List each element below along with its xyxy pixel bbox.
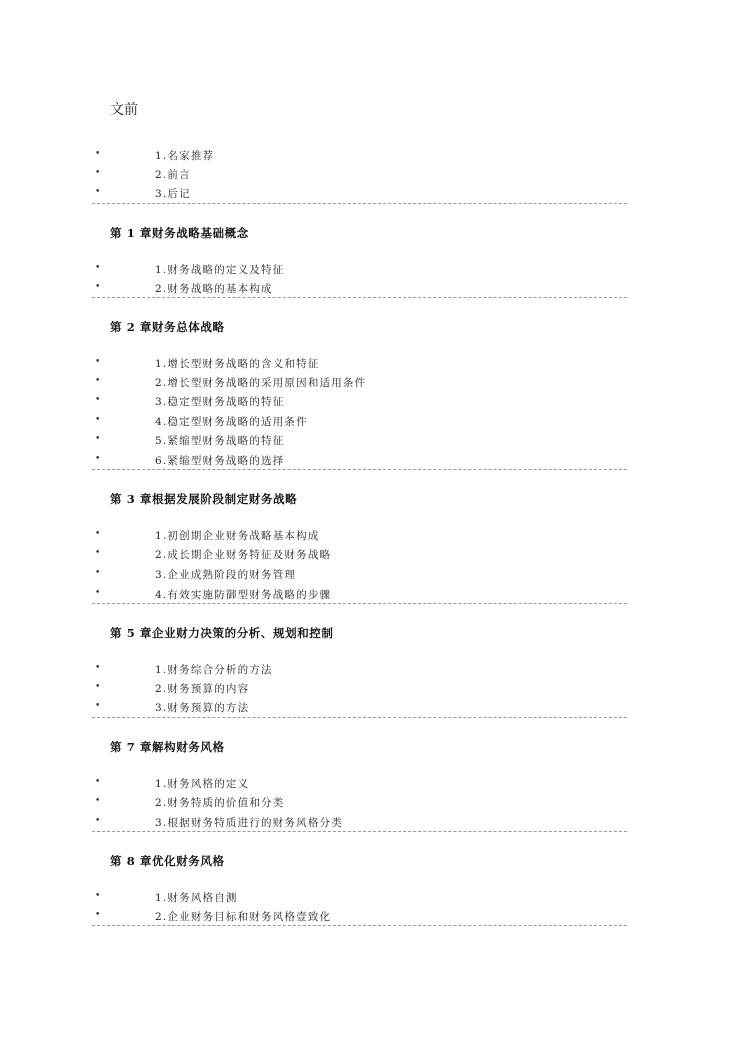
toc-item-label: 1.财务风格自测: [155, 892, 238, 904]
bullet-icon: •: [95, 149, 101, 159]
toc-item[interactable]: [0, 262, 744, 280]
toc-item[interactable]: [0, 547, 744, 565]
section-divider: [92, 469, 627, 470]
toc-item[interactable]: [0, 433, 744, 451]
bullet-icon: •: [95, 357, 101, 367]
toc-item-label: 3.企业成熟阶段的财务管理: [155, 569, 297, 581]
bullet-icon: •: [95, 529, 101, 539]
bullet-icon: •: [95, 568, 101, 578]
bullet-icon: •: [95, 910, 101, 920]
bullet-icon: •: [95, 282, 101, 292]
toc-item-label: 3.根据财务特质进行的财务风格分类: [155, 817, 343, 829]
bullet-icon: •: [95, 588, 101, 598]
toc-item[interactable]: [0, 662, 744, 680]
bullet-icon: •: [95, 376, 101, 386]
bullet-icon: •: [95, 891, 101, 901]
toc-item-label: 4.有效实施防御型财务战略的步骤: [155, 589, 332, 601]
toc-item-label: 2.财务预算的内容: [155, 683, 250, 695]
bullet-icon: •: [95, 701, 101, 711]
toc-item[interactable]: [0, 186, 744, 204]
toc-item[interactable]: [0, 681, 744, 699]
toc-item[interactable]: [0, 375, 744, 393]
toc-item-label: 3.稳定型财务战略的特征: [155, 396, 285, 408]
toc-item-label: 2.财务战略的基本构成: [155, 283, 273, 295]
toc-item[interactable]: [0, 167, 744, 185]
section-divider: [92, 831, 627, 832]
toc-item[interactable]: [0, 795, 744, 813]
toc-item[interactable]: [0, 414, 744, 432]
toc-item-label: 5.紧缩型财务战略的特征: [155, 435, 285, 447]
toc-item[interactable]: [0, 394, 744, 412]
bullet-icon: •: [95, 395, 101, 405]
toc-item-label: 2.成长期企业财务特征及财务战略: [155, 549, 332, 561]
chapter-title[interactable]: 第 2 章财务总体战略: [110, 320, 225, 334]
toc-item[interactable]: [0, 356, 744, 374]
toc-item[interactable]: [0, 567, 744, 585]
chapter-title[interactable]: 第 7 章解构财务风格: [110, 740, 225, 754]
section-divider: [92, 925, 627, 926]
bullet-icon: •: [95, 454, 101, 464]
chapter-title[interactable]: 第 3 章根据发展阶段制定财务战略: [110, 492, 298, 506]
toc-item-label: 6.紧缩型财务战略的选择: [155, 455, 285, 467]
bullet-icon: •: [95, 816, 101, 826]
toc-item-label: 2.增长型财务战略的采用原因和适用条件: [155, 377, 367, 389]
toc-item-label: 2.企业财务目标和财务风格壹致化: [155, 911, 332, 923]
toc-item[interactable]: [0, 776, 744, 794]
toc-item[interactable]: [0, 700, 744, 718]
toc-item-label: 2.财务特质的价值和分类: [155, 797, 285, 809]
bullet-icon: •: [95, 663, 101, 673]
toc-item[interactable]: [0, 528, 744, 546]
section-divider: [92, 203, 627, 204]
toc-item-label: 4.稳定型财务战略的适用条件: [155, 416, 308, 428]
toc-item-label: 3.财务预算的方法: [155, 702, 250, 714]
bullet-icon: •: [95, 187, 101, 197]
section-divider: [92, 603, 627, 604]
chapter-title[interactable]: 第 5 章企业财力决策的分析、规划和控制: [110, 626, 334, 640]
bullet-icon: •: [95, 682, 101, 692]
bullet-icon: •: [95, 548, 101, 558]
toc-item-label: 1.财务风格的定义: [155, 778, 250, 790]
toc-item-label: 1.名家推荐: [155, 150, 215, 162]
toc-item[interactable]: [0, 890, 744, 908]
page-header-title: 文前: [110, 102, 138, 118]
toc-item-label: 1.增长型财务战略的含义和特征: [155, 358, 320, 370]
bullet-icon: •: [95, 168, 101, 178]
section-divider: [92, 717, 627, 718]
chapter-title[interactable]: 第 8 章优化财务风格: [110, 854, 225, 868]
bullet-icon: •: [95, 263, 101, 273]
toc-item-label: 3.后记: [155, 188, 191, 200]
toc-item-label: 1.财务综合分析的方法: [155, 664, 273, 676]
bullet-icon: •: [95, 777, 101, 787]
toc-item-label: 1.初创期企业财务战略基本构成: [155, 530, 320, 542]
toc-item[interactable]: [0, 148, 744, 166]
section-divider: [92, 297, 627, 298]
toc-item-label: 1.财务战略的定义及特征: [155, 264, 285, 276]
toc-item-label: 2.前言: [155, 169, 191, 181]
bullet-icon: •: [95, 796, 101, 806]
bullet-icon: •: [95, 415, 101, 425]
chapter-title[interactable]: 第 1 章财务战略基础概念: [110, 226, 249, 240]
bullet-icon: •: [95, 434, 101, 444]
